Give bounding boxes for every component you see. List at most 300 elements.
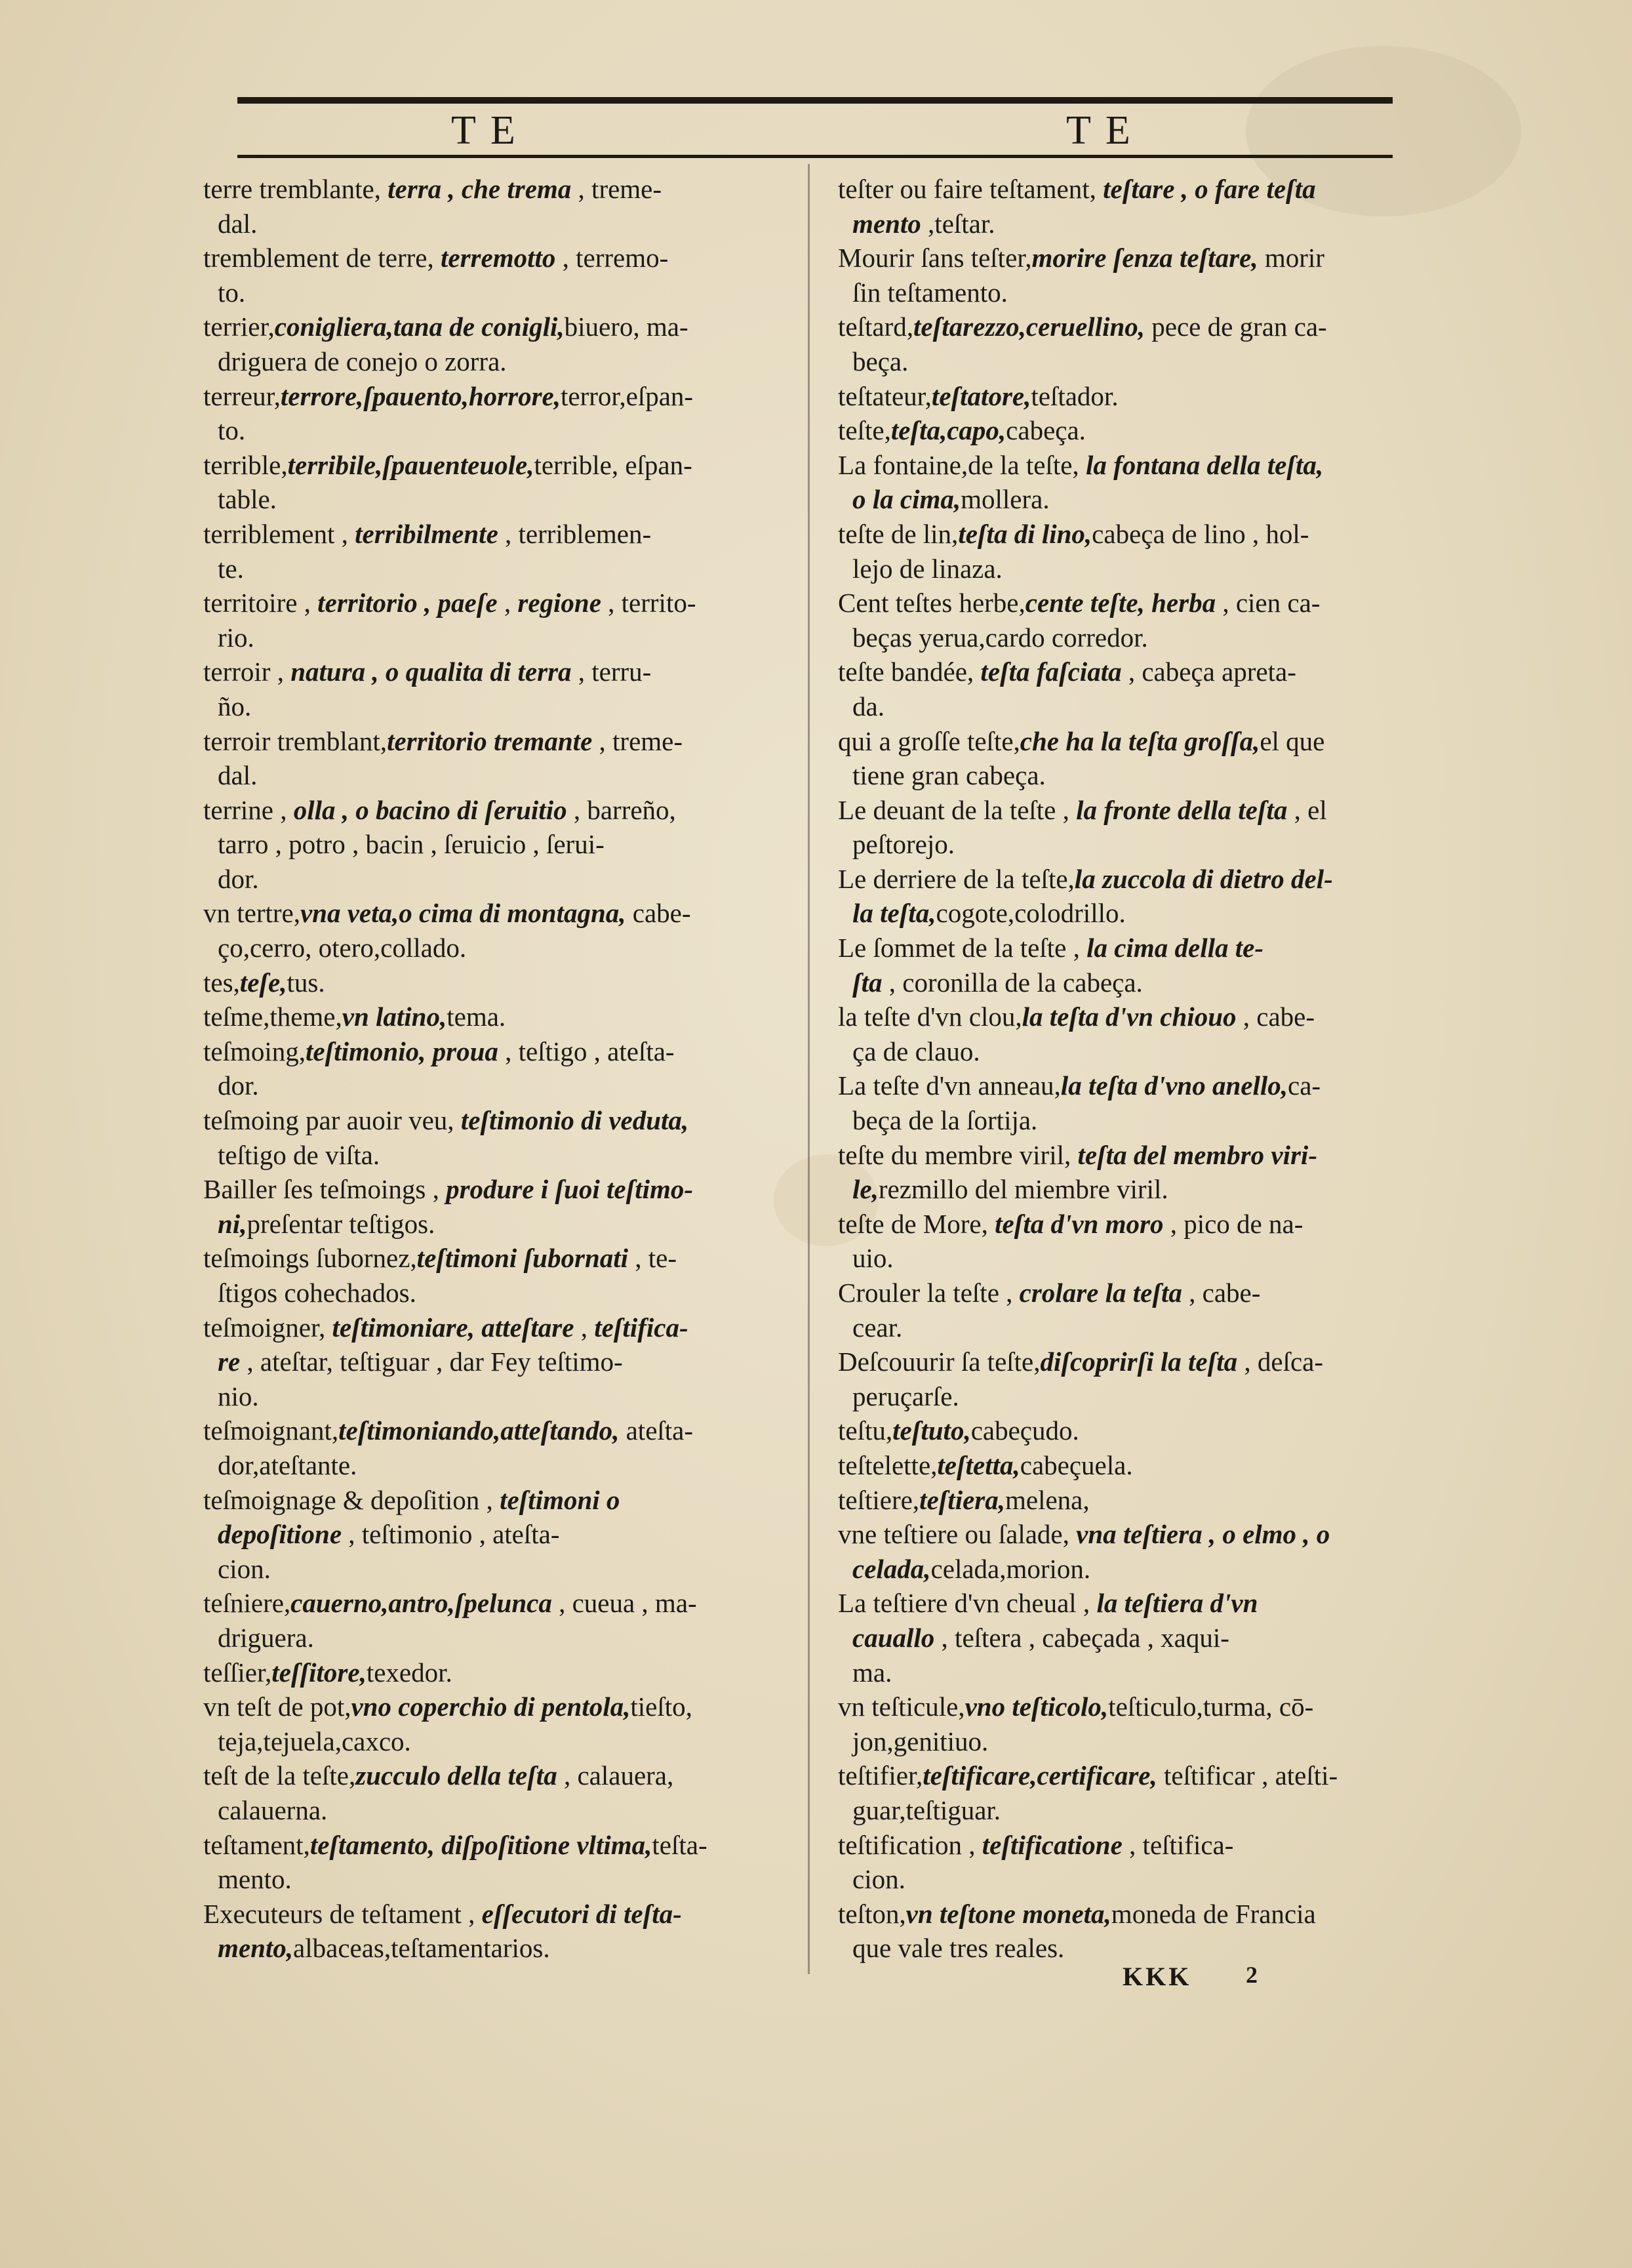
italian-gloss: territorio , paeſe [317, 588, 498, 618]
entry-text: peruçarſe. [852, 1381, 959, 1411]
entry-line [203, 793, 797, 828]
entry-text: peſtorejo. [852, 829, 955, 860]
entry-text: dor. [218, 863, 259, 894]
entry-text: rezmillo del miembre viril. [878, 1174, 1168, 1205]
entry-continuation-line [838, 1552, 1402, 1587]
entry-text: teſtifier, [838, 1760, 923, 1791]
entry-line [203, 1000, 797, 1034]
entry-continuation-line [838, 1655, 1402, 1690]
entry-text: mento. [218, 1864, 292, 1895]
entry-text: , terriblemen- [498, 518, 652, 549]
entry-text: , treme- [592, 725, 683, 756]
entry-continuation-line [838, 965, 1402, 1000]
entry-continuation-line [203, 689, 797, 724]
italian-gloss: depoſitione [218, 1519, 342, 1550]
entry-line [203, 310, 797, 344]
entry-text: vn tertre, [203, 898, 300, 929]
italian-gloss: vna veta,o cima di montagna, [300, 898, 626, 929]
entry-continuation-line [838, 1034, 1402, 1069]
entry-line [838, 1828, 1402, 1863]
italian-gloss: la fronte della teſta [1076, 794, 1288, 825]
italian-gloss: mento, [218, 1933, 294, 1964]
entry-text: table. [218, 484, 277, 515]
entry-text: , cabeça apreta- [1121, 657, 1296, 687]
entry-continuation-line [838, 1310, 1402, 1345]
entry-text: terrible, [203, 449, 288, 480]
entry-text: dor,ateſtante. [218, 1449, 357, 1480]
entry-text: que vale tres reales. [852, 1933, 1065, 1964]
italian-gloss: teſe, [239, 967, 287, 998]
italian-gloss: o la cima, [852, 484, 961, 515]
italian-gloss: cauallo [852, 1622, 935, 1653]
entry-text: teſmoignage & depoſition , [203, 1484, 500, 1515]
entry-text: teſtiere, [838, 1484, 920, 1515]
entry-text: teſte du membre viril, [838, 1139, 1078, 1170]
entry-text: el que [1260, 725, 1325, 756]
italian-gloss: teſta faſciata [980, 657, 1122, 687]
entry-continuation-line [838, 1724, 1402, 1759]
italian-gloss: terribilmente [355, 518, 498, 549]
entry-line [203, 1655, 797, 1690]
entry-text: beça de la ſortija. [852, 1105, 1038, 1136]
header-rule-top [237, 97, 1393, 104]
entry-text: Deſcouurir ſa teſte, [838, 1347, 1041, 1377]
entry-text: teſtificar , ateſti- [1157, 1760, 1338, 1791]
entry-text: , teſtifica- [1122, 1829, 1234, 1860]
entry-line [203, 241, 797, 275]
entry-line [838, 1586, 1402, 1621]
entry-text: terrier, [203, 312, 275, 342]
entry-text: ço,cerro, otero,collado. [218, 933, 467, 963]
italian-gloss: teſtarezzo,ceruellino, [913, 312, 1145, 342]
entry-text: vn teſticule, [838, 1691, 965, 1722]
entry-text: tiene gran cabeça. [852, 760, 1046, 791]
entry-text: , te- [628, 1243, 677, 1274]
entry-text: te. [218, 553, 244, 584]
entry-text: vn teſt de pot, [203, 1691, 351, 1722]
entry-text: terreur, [203, 380, 281, 411]
entry-text: celada,morion. [930, 1553, 1091, 1584]
entry-line [838, 1517, 1402, 1552]
entry-text: calauerna. [218, 1794, 328, 1825]
entry-text: , cabe- [1182, 1278, 1261, 1308]
entry-line [838, 655, 1402, 689]
entry-text: morir [1258, 243, 1324, 273]
entry-text: terrible, eſpan- [534, 449, 692, 480]
italian-gloss: produre i ſuoi teſtimo- [446, 1174, 694, 1205]
italian-gloss: teſta di lino, [958, 518, 1092, 549]
italian-gloss: teſtatore, [931, 380, 1031, 411]
entry-text: tes, [203, 967, 240, 998]
entry-continuation-line [203, 207, 797, 241]
italian-gloss: che ha la teſta groſſa, [1020, 725, 1260, 756]
column-divider [808, 164, 810, 1974]
entry-text: tus. [287, 967, 325, 998]
entry-text: cogote,colodrillo. [936, 898, 1126, 929]
italian-gloss: terribile,ſpauenteuole, [287, 449, 534, 480]
entry-line [838, 241, 1402, 275]
entry-continuation-line [203, 758, 797, 793]
entry-continuation-line [203, 1724, 797, 1759]
running-head-left: TE [451, 108, 530, 153]
entry-text: texedor. [366, 1657, 452, 1688]
entry-text: pece de gran ca- [1145, 312, 1327, 342]
entry-continuation-line [203, 862, 797, 897]
entry-text: terroir , [203, 657, 291, 687]
entry-text: dal. [218, 208, 258, 239]
entry-continuation-line [203, 1138, 797, 1173]
entry-continuation-line [838, 482, 1402, 517]
italian-gloss: teſſitore, [271, 1657, 367, 1688]
entry-text: teſte de lin, [838, 518, 959, 549]
entry-continuation-line [203, 1552, 797, 1587]
entry-continuation-line [838, 344, 1402, 379]
entry-text: , barreño, [567, 794, 676, 825]
entry-text: teſte, [838, 415, 891, 446]
entry-line [203, 448, 797, 483]
italian-gloss: crolare la teſta [1019, 1278, 1182, 1308]
italian-gloss: terrore,ſpauento,horrore, [280, 380, 561, 411]
entry-text: teſte de More, [838, 1208, 995, 1239]
italian-gloss: la fontana della teſta, [1085, 449, 1324, 480]
entry-text: cabeça de lino , hol- [1092, 518, 1309, 549]
entry-text: guar,teſtiguar. [852, 1794, 1001, 1825]
italian-gloss: teſtificare,certificare, [923, 1760, 1157, 1791]
entry-line [838, 586, 1402, 620]
italian-gloss: ni, [218, 1208, 247, 1239]
entry-text: dal. [218, 760, 258, 791]
italian-gloss: eſſecutori di teſta- [481, 1898, 682, 1929]
entry-text: Mourir ſans teſter, [838, 243, 1032, 273]
entry-text: La fontaine,de la teſte, [838, 449, 1086, 480]
italian-gloss: teſtimoniare, atteſtare [332, 1312, 574, 1343]
entry-text: to. [218, 415, 246, 446]
entry-line [203, 172, 797, 207]
italian-gloss: vno coperchio di pentola, [351, 1691, 631, 1722]
entry-line [203, 724, 797, 759]
entry-line [838, 1413, 1402, 1448]
header-rule-bottom [237, 155, 1393, 158]
entry-line [203, 1897, 797, 1932]
entry-text: beça. [852, 346, 909, 376]
entry-text: teſta- [652, 1829, 707, 1860]
entry-text: Cent teſtes herbe, [838, 588, 1025, 618]
entry-text: vne teſtiere ou ſalade, [838, 1519, 1077, 1550]
entry-text: Bailler ſes teſmoings , [203, 1174, 447, 1205]
entry-continuation-line [203, 1931, 797, 1966]
entry-text: teſt de la teſte, [203, 1760, 356, 1791]
running-head-right: TE [1066, 108, 1145, 153]
entry-continuation-line [838, 896, 1402, 931]
italian-gloss: la teſta d'vn chiouo [1022, 1002, 1237, 1032]
entry-continuation-line [838, 689, 1402, 724]
entry-text: cear. [852, 1312, 903, 1343]
entry-line [203, 655, 797, 689]
italian-gloss: teſta,capo, [890, 415, 1006, 446]
entry-continuation-line [203, 1068, 797, 1103]
entry-continuation-line [203, 1793, 797, 1828]
entry-text: teſmoing par auoir veu, [203, 1105, 461, 1136]
entry-text: jon,genitiuo. [852, 1726, 989, 1756]
entry-continuation-line [203, 1862, 797, 1897]
entry-continuation-line [203, 1207, 797, 1242]
italian-gloss: la zuccola di dietro del- [1074, 863, 1333, 894]
entry-text: melena, [1005, 1484, 1090, 1515]
entry-text: cabeçudo. [970, 1415, 1079, 1446]
entry-text: Le derriere de la teſte, [838, 863, 1075, 894]
entry-continuation-line [838, 1103, 1402, 1138]
italian-gloss: olla , o bacino di ſeruitio [293, 794, 567, 825]
entry-line [838, 1000, 1402, 1034]
entry-line [838, 931, 1402, 965]
entry-text: teſme,theme, [203, 1002, 342, 1032]
entry-text: biuero, ma- [564, 312, 688, 342]
entry-text: , terremo- [555, 243, 669, 273]
entry-text: preſentar teſtigos. [247, 1208, 435, 1239]
signature-mark: 2 [1246, 1962, 1258, 1988]
entry-text: teſter ou faire teſtament, [838, 174, 1104, 204]
entry-line [838, 379, 1402, 414]
entry-continuation-line [838, 758, 1402, 793]
entry-line [203, 379, 797, 414]
entry-text: cabe- [626, 898, 691, 929]
italian-gloss: teſtificatione [982, 1829, 1123, 1860]
italian-gloss: morire ſenza teſtare, [1031, 243, 1258, 273]
entry-text: mollera. [961, 484, 1050, 515]
italian-gloss: la teſta d'vno anello, [1060, 1070, 1288, 1101]
entry-text: beças yerua,cardo corredor. [852, 622, 1148, 653]
entry-text: teſmoignant, [203, 1415, 339, 1446]
entry-text: ateſta- [619, 1415, 694, 1446]
entry-text: tremblement de terre, [203, 243, 441, 273]
italian-gloss: teſtetta, [937, 1449, 1020, 1480]
entry-text: rio. [218, 622, 254, 653]
entry-continuation-line [203, 482, 797, 517]
entry-text: , treme- [571, 174, 662, 204]
entry-text: tieſto, [630, 1691, 692, 1722]
entry-line [838, 862, 1402, 897]
entry-line [203, 1828, 797, 1863]
italian-gloss: territorio tremante [387, 725, 593, 756]
entry-line [838, 724, 1402, 759]
entry-text: terrine , [203, 794, 294, 825]
entry-continuation-line [203, 1345, 797, 1379]
entry-continuation-line [203, 827, 797, 862]
entry-text: , pico de na- [1163, 1208, 1304, 1239]
entry-line [838, 172, 1402, 207]
italian-gloss: la cima della te- [1086, 933, 1264, 963]
entry-text: , coronilla de la cabeça. [882, 967, 1143, 998]
italian-gloss: ſta [852, 967, 883, 998]
entry-continuation-line [838, 1862, 1402, 1897]
entry-continuation-line [838, 1241, 1402, 1276]
entry-text: , territo- [601, 588, 696, 618]
entry-text: terriblement , [203, 518, 355, 549]
italian-gloss: teſtimoni ſubornati [416, 1243, 629, 1274]
entry-continuation-line [203, 1517, 797, 1552]
entry-text: ſtigos cohechados. [218, 1278, 416, 1308]
entry-text: tema. [447, 1002, 506, 1032]
entry-continuation-line [838, 1931, 1402, 1966]
entry-continuation-line [203, 275, 797, 310]
entry-text: nio. [218, 1381, 259, 1411]
entry-text: teſniere, [203, 1588, 291, 1619]
entry-line [838, 1758, 1402, 1793]
entry-text: teſtateur, [838, 380, 932, 411]
entry-text: , teſtimonio , ateſta- [342, 1519, 560, 1550]
entry-text: driguera. [218, 1622, 314, 1653]
italian-gloss: vno teſticolo, [965, 1691, 1109, 1722]
entry-text: , teſtigo , ateſta- [498, 1036, 675, 1066]
entry-line [203, 1310, 797, 1345]
entry-text: teſtament, [203, 1829, 310, 1860]
entry-continuation-line [203, 344, 797, 379]
entry-continuation-line [203, 413, 797, 448]
entry-continuation-line [203, 552, 797, 586]
entry-line [203, 896, 797, 931]
entry-line [838, 413, 1402, 448]
entry-text: , cabe- [1236, 1002, 1315, 1032]
entry-line [838, 448, 1402, 483]
entry-line [203, 1586, 797, 1621]
catchword: KKK [1123, 1962, 1192, 1991]
entry-text: cion. [852, 1864, 906, 1895]
italian-gloss: conigliera,tana de conigli, [274, 312, 565, 342]
entry-text: teſmoing, [203, 1036, 306, 1066]
entry-continuation-line [838, 275, 1402, 310]
italian-gloss: teſta d'vn moro [995, 1208, 1164, 1239]
italian-gloss: regione [517, 588, 601, 618]
entry-line [203, 1758, 797, 1793]
italian-gloss: cente teſte, herba [1025, 588, 1216, 618]
entry-line [838, 1138, 1402, 1173]
entry-text: ño. [218, 691, 252, 721]
entry-text: ,teſtar. [921, 208, 995, 239]
entry-text: Crouler la teſte , [838, 1278, 1020, 1308]
entry-text: teſtelette, [838, 1449, 938, 1480]
entry-text: Le deuant de la teſte , [838, 794, 1077, 825]
italian-gloss: vna teſtiera , o elmo , o [1076, 1519, 1330, 1550]
italian-gloss: celada, [852, 1553, 931, 1584]
entry-text: teſton, [838, 1898, 906, 1929]
entry-line [838, 793, 1402, 828]
entry-text: da. [852, 691, 885, 721]
italian-gloss: teſtare , o fare teſta [1103, 174, 1316, 204]
entry-line [203, 1413, 797, 1448]
entry-text: , deſca- [1237, 1347, 1324, 1377]
entry-continuation-line [838, 827, 1402, 862]
entry-text: , cueua , ma- [551, 1588, 697, 1619]
entry-line [203, 1103, 797, 1138]
entry-text: terroir tremblant, [203, 725, 388, 756]
entry-continuation-line [203, 1379, 797, 1414]
dictionary-column-right [838, 172, 1402, 1966]
entry-text: cion. [218, 1553, 271, 1584]
italian-gloss: la teſta, [852, 898, 936, 929]
entry-text: teſtification , [838, 1829, 982, 1860]
entry-text: teſtador. [1031, 380, 1119, 411]
entry-line [838, 1448, 1402, 1483]
italian-gloss: terremotto [441, 243, 556, 273]
italian-gloss: teſta del membro viri- [1077, 1139, 1317, 1170]
entry-continuation-line [838, 207, 1402, 241]
entry-text: , [574, 1312, 595, 1343]
entry-text: teſte bandée, [838, 657, 981, 687]
entry-continuation-line [838, 1379, 1402, 1414]
italian-gloss: vn latino, [342, 1002, 447, 1032]
entry-text: territoire , [203, 588, 318, 618]
entry-line [838, 1068, 1402, 1103]
entry-text: moneda de Francia [1111, 1898, 1316, 1929]
entry-continuation-line [203, 1621, 797, 1655]
entry-continuation-line [203, 931, 797, 965]
entry-continuation-line [203, 1276, 797, 1310]
entry-line [838, 1690, 1402, 1724]
entry-line [203, 1172, 797, 1207]
entry-text: , calauera, [557, 1760, 674, 1791]
entry-text: , cien ca- [1216, 588, 1321, 618]
italian-gloss: teſtiera, [919, 1484, 1005, 1515]
entry-text: dor. [218, 1070, 259, 1101]
entry-text: , ateſtar, teſtiguar , dar Fey teſtimo- [240, 1347, 623, 1377]
italian-gloss: teſtifica- [594, 1312, 688, 1343]
entry-text: cabeçuela. [1020, 1449, 1133, 1480]
entry-text: ſin teſtamento. [852, 277, 1008, 308]
entry-text: to. [218, 277, 246, 308]
entry-text: albaceas,teſtamentarios. [293, 1933, 550, 1964]
entry-continuation-line [838, 1793, 1402, 1828]
italian-gloss: terra , che trema [388, 174, 572, 204]
entry-continuation-line [838, 1621, 1402, 1655]
entry-line [203, 1483, 797, 1518]
entry-text: cabeça. [1006, 415, 1086, 446]
entry-line [203, 517, 797, 552]
entry-line [203, 1690, 797, 1724]
entry-line [838, 1483, 1402, 1518]
italian-gloss: teſtimoniando,atteſtando, [338, 1415, 620, 1446]
italian-gloss: teſtimonio, proua [306, 1036, 498, 1066]
entry-line [203, 586, 797, 620]
entry-line [203, 1241, 797, 1276]
entry-text: , terru- [571, 657, 652, 687]
entry-text: uio. [852, 1243, 894, 1274]
italian-gloss: la teſtiera d'vn [1096, 1588, 1258, 1619]
entry-line [838, 310, 1402, 344]
entry-line [838, 1345, 1402, 1379]
italian-gloss: cauerno,antro,ſpelunca [290, 1588, 552, 1619]
entry-text: teſtu, [838, 1415, 893, 1446]
entry-line [838, 1207, 1402, 1242]
italian-gloss: teſtimoni o [500, 1484, 620, 1515]
entry-line [838, 517, 1402, 552]
entry-text: Le ſommet de la teſte , [838, 933, 1087, 963]
italian-gloss: natura , o qualita di terra [290, 657, 572, 687]
entry-text: teſmoings ſubornez, [203, 1243, 417, 1274]
entry-line [838, 1276, 1402, 1310]
italian-gloss: teſtamento, diſpoſitione vltima, [309, 1829, 652, 1860]
italian-gloss: re [218, 1347, 241, 1377]
entry-text: La teſte d'vn anneau, [838, 1070, 1061, 1101]
entry-text: , [497, 588, 518, 618]
italian-gloss: le, [852, 1174, 879, 1205]
entry-text: La teſtiere d'vn cheual , [838, 1588, 1097, 1619]
entry-text: ça de clauo. [852, 1036, 980, 1066]
entry-text: teſtigo de viſta. [218, 1139, 380, 1170]
entry-text: terror,eſpan- [560, 380, 694, 411]
italian-gloss: diſcoprirſi la teſta [1040, 1347, 1238, 1377]
entry-text: driguera de conejo o zorra. [218, 346, 507, 376]
entry-text: , teſtera , cabeçada , xaqui- [934, 1622, 1229, 1653]
